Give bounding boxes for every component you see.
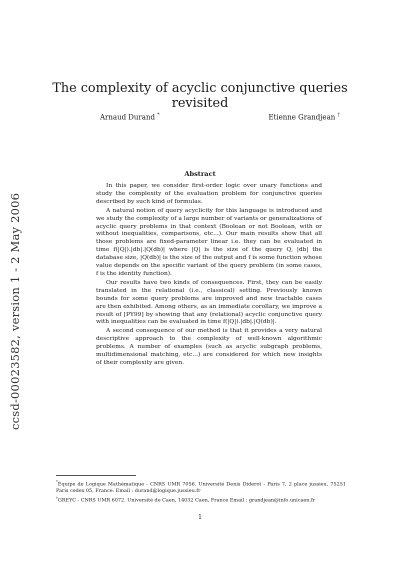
abstract-paragraph: Our results have two kinds of consequences. First, they can be easily translated in the relational (i.e., classical) setting. Previously known bounds for some query problems are improved and new tractable cases are then exhibited. Among others, as an immediate corollary, we improve a result of [PY99] by showing that any (relational) acyclic conjunctive query with inequalities can be evaluated in time f(|Q|).|db|.|Q(db)|. — [96, 279, 322, 326]
abstract-body — [96, 183, 322, 369]
abstract-paragraph: A second consequence of our method is that it provides a very natural descriptive approach to the complexity of well-known algorithmic problems. A number of examples (such as acyclic subgraph problems, multidimensional matching, etc...) are considered for which new insights of their complexity are given. — [96, 328, 322, 366]
abstract-heading: Abstract — [184, 170, 216, 178]
footnote-divider — [56, 475, 136, 476]
abstract-paragraph: In this paper, we consider first-order logic over unary functions and study the complexity of the evaluation problem for conjunctive queries described by such kind of formulas. — [96, 183, 322, 205]
author: Etienne Grandjean † — [268, 112, 340, 122]
author: Arnaud Durand * — [100, 112, 160, 122]
footnotes — [56, 479, 346, 504]
author-list — [100, 112, 340, 121]
abstract-paragraph: A natural notion of query acyclicity for this language is introduced and we study the complexity of a large number of variants or generalizations of acyclic query problems in that context (Boolean or not Boolean, with or without inequalities, comparisons, etc...). Our main results show that all those problems are fixed-parameter linear i.e. they can be evaluated in time f(|Q|).|db|.|Q(db)| where |Q| is the size of the query Q, |db| the database size, |Q(db)| is the size of the output and f is some function whose value depends on the specific variant of the query problem (in some cases, f is the identity function). — [96, 207, 322, 277]
archive-identifier: ccsd-00023582, version 1 - 2 May 2006 — [8, 192, 22, 430]
page-number: 1 — [198, 514, 202, 521]
paper-title: The complexity of acyclic conjunctive queries revisited — [52, 81, 348, 111]
footnote: †GREYC - CNRS UMR 6072. Université de Caen, 14032 Caen, France Email : grandjean@info.unicaen.fr — [56, 495, 316, 504]
footnote: *Équipe de Logique Mathématique - CNRS UMR 7056. Université Denis Diderot - Paris 7, 2 place jussieu, 75251 Paris cedex 05, France. Email : durand@logique.jussieu.fr — [56, 479, 346, 495]
